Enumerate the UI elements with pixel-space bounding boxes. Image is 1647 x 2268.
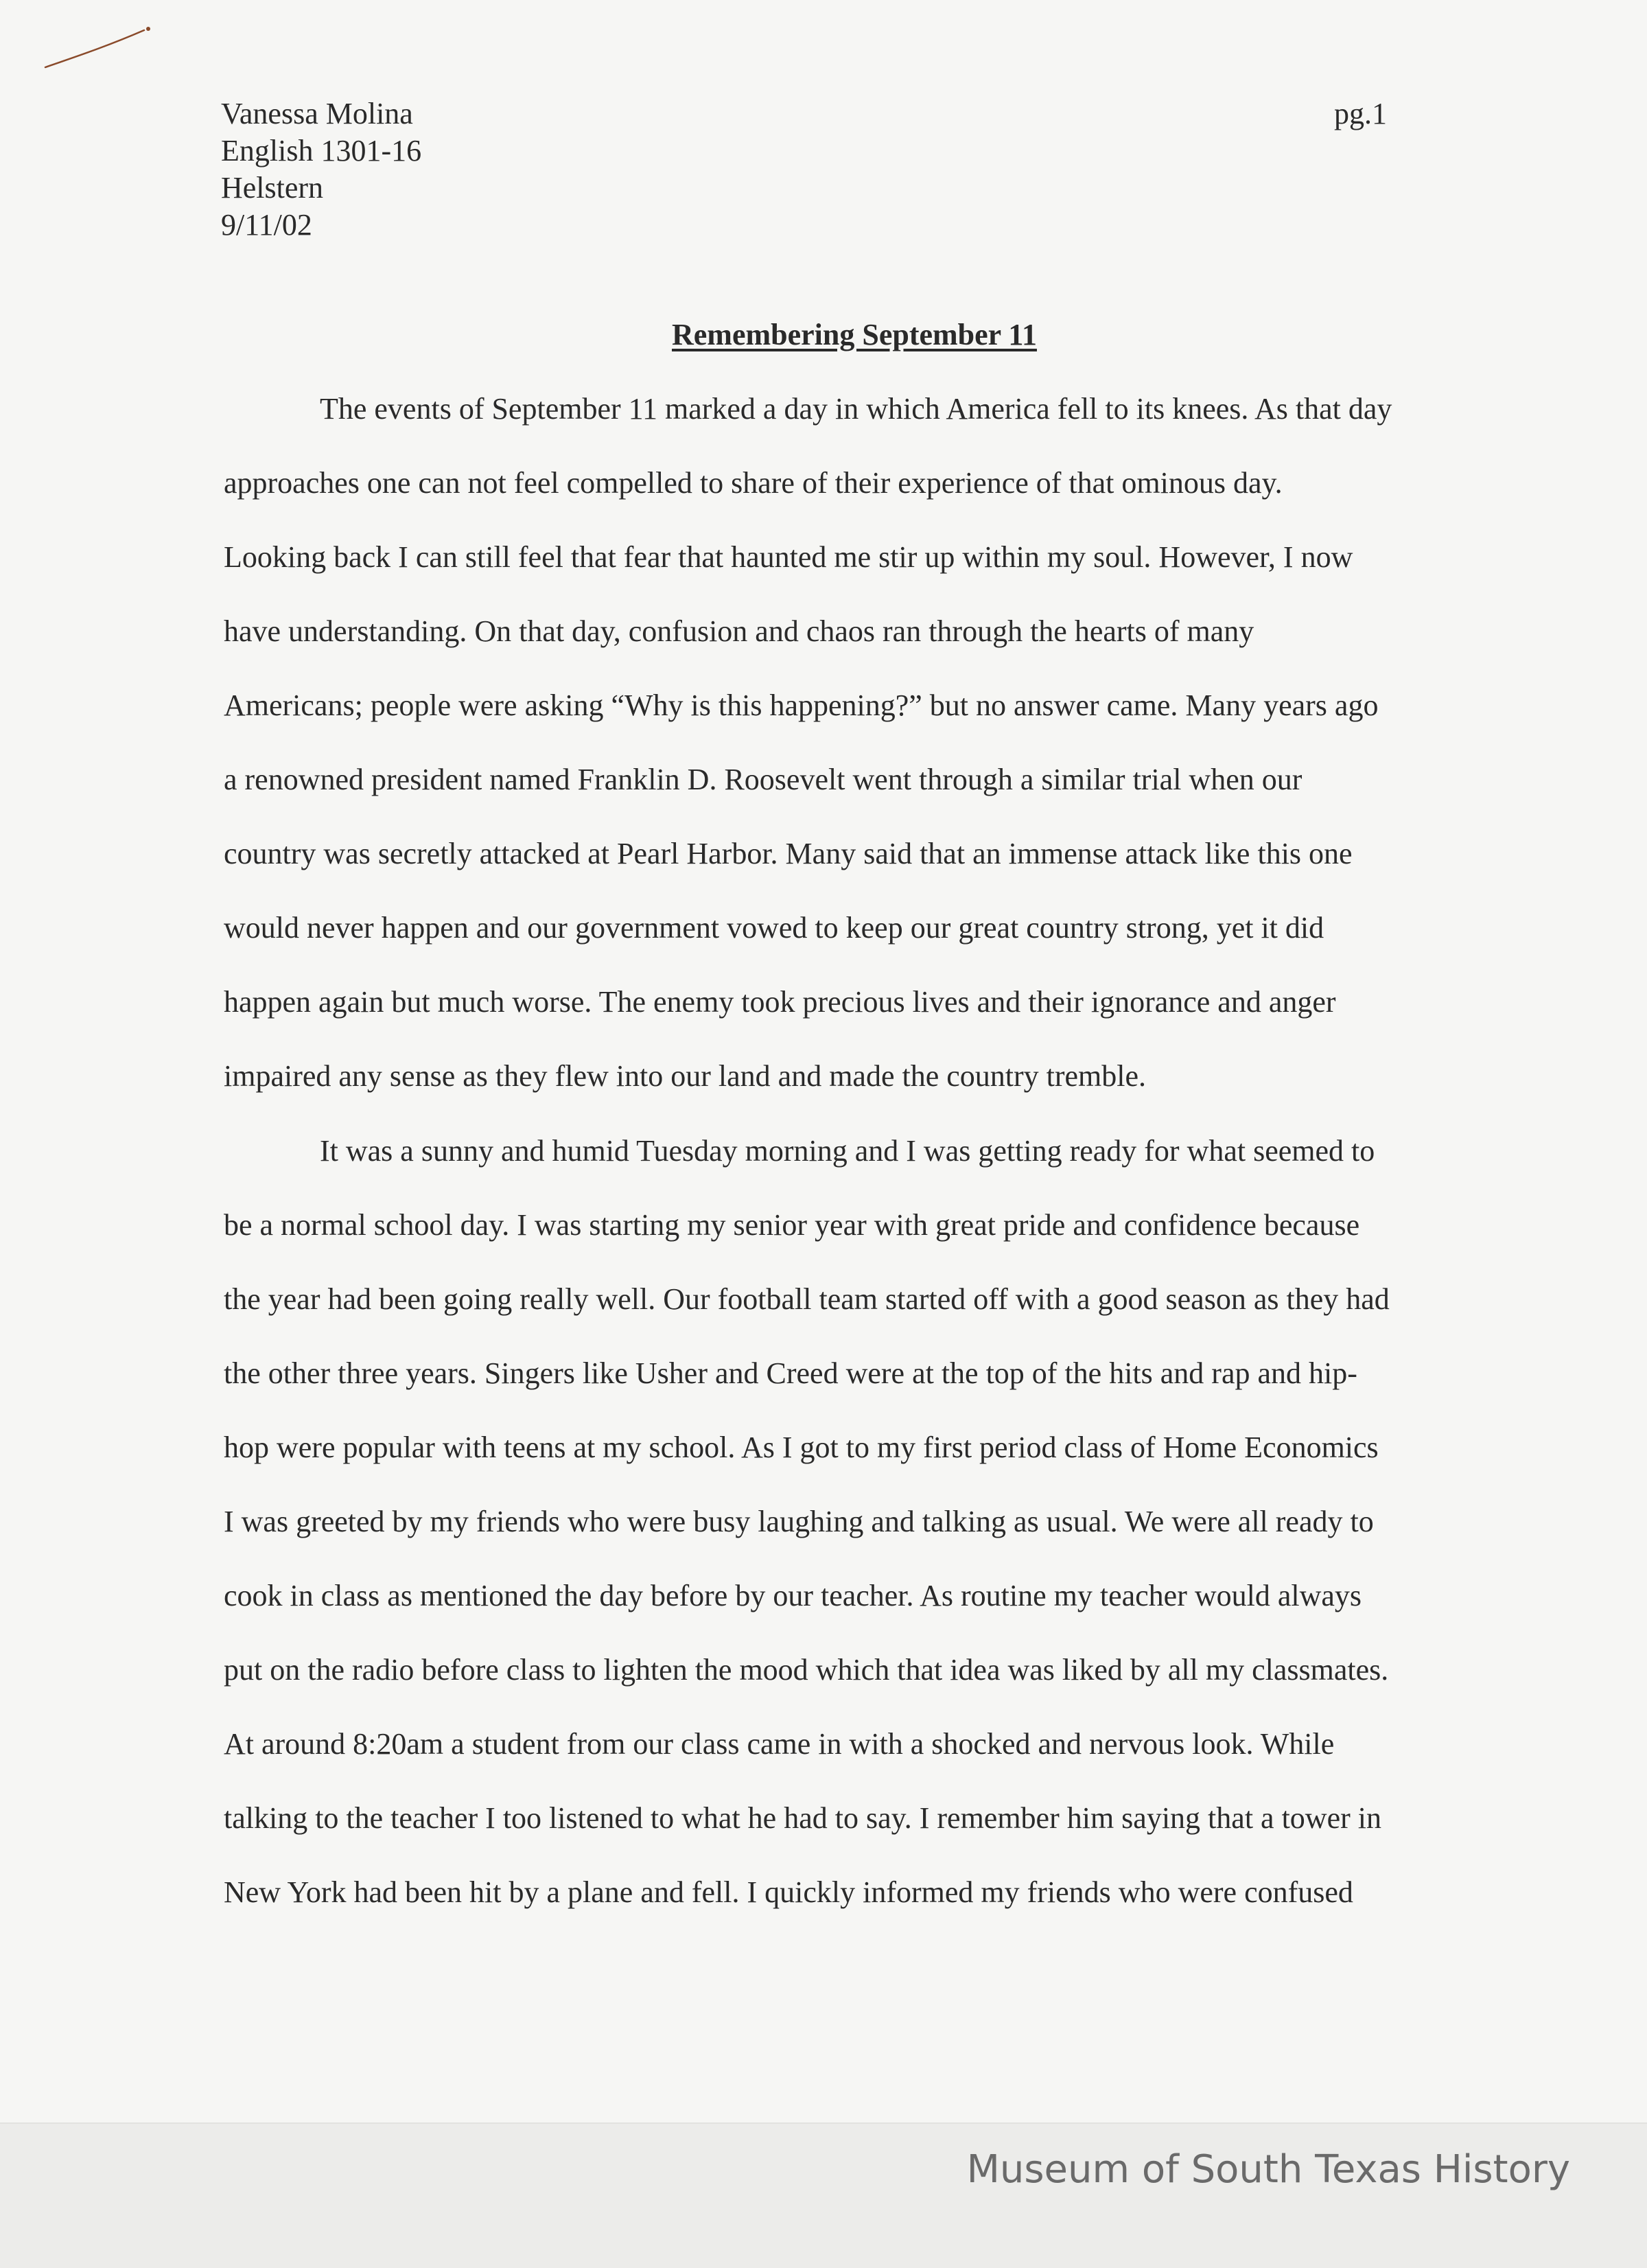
body-line: hop were popular with teens at my school. As I got to my first period class of Home Economics — [224, 1431, 1379, 1464]
body-line: the other three years. Singers like Usher and Creed were at the top of the hits and rap and hip- — [224, 1356, 1357, 1390]
author-name: Vanessa Molina — [221, 97, 413, 130]
body-line: have understanding. On that day, confusion and chaos ran through the hearts of many — [224, 614, 1254, 648]
body-line: New York had been hit by a plane and fell. I quickly informed my friends who were confused — [224, 1875, 1353, 1909]
body-line: be a normal school day. I was starting my senior year with great pride and confidence because — [224, 1208, 1360, 1242]
body-line: I was greeted by my friends who were busy laughing and talking as usual. We were all ready to — [224, 1505, 1374, 1538]
body-line: country was secretly attacked at Pearl Harbor. Many said that an immense attack like this one — [224, 837, 1353, 870]
museum-watermark: Museum of South Texas History — [966, 2147, 1570, 2192]
body-line: Looking back I can still feel that fear that haunted me stir up within my soul. However, I now — [224, 540, 1353, 574]
pencil-mark — [41, 21, 158, 76]
body-line: Americans; people were asking “Why is this happening?” but no answer came. Many years ago — [224, 688, 1379, 722]
body-line: put on the radio before class to lighten the mood which that idea was liked by all my classmates. — [224, 1653, 1389, 1687]
body-line: talking to the teacher I too listened to what he had to say. I remember him saying that a tower in — [224, 1801, 1381, 1835]
page-number: pg.1 — [1334, 97, 1387, 130]
body-line: impaired any sense as they flew into our land and made the country tremble. — [224, 1059, 1147, 1093]
body-line: the year had been going really well. Our football team started off with a good season as they had — [224, 1282, 1390, 1316]
body-line: cook in class as mentioned the day before by our teacher. As routine my teacher would always — [224, 1579, 1362, 1612]
course-name: English 1301-16 — [221, 134, 422, 167]
body-line: a renowned president named Franklin D. Roosevelt went through a similar trial when our — [224, 763, 1303, 796]
body-line: would never happen and our government vowed to keep our great country strong, yet it did — [224, 911, 1324, 945]
body-line: approaches one can not feel compelled to share of their experience of that ominous day. — [224, 466, 1283, 500]
essay-title: Remembering September 11 — [672, 318, 1037, 351]
instructor-name: Helstern — [221, 171, 324, 205]
body-line: happen again but much worse. The enemy took precious lives and their ignorance and anger — [224, 985, 1336, 1019]
body-line: It was a sunny and humid Tuesday morning and I was getting ready for what seemed to — [320, 1134, 1375, 1168]
essay-date: 9/11/02 — [221, 208, 312, 242]
body-line: The events of September 11 marked a day in which America fell to its knees. As that day — [320, 392, 1392, 426]
body-line: At around 8:20am a student from our class came in with a shocked and nervous look. While — [224, 1727, 1335, 1761]
